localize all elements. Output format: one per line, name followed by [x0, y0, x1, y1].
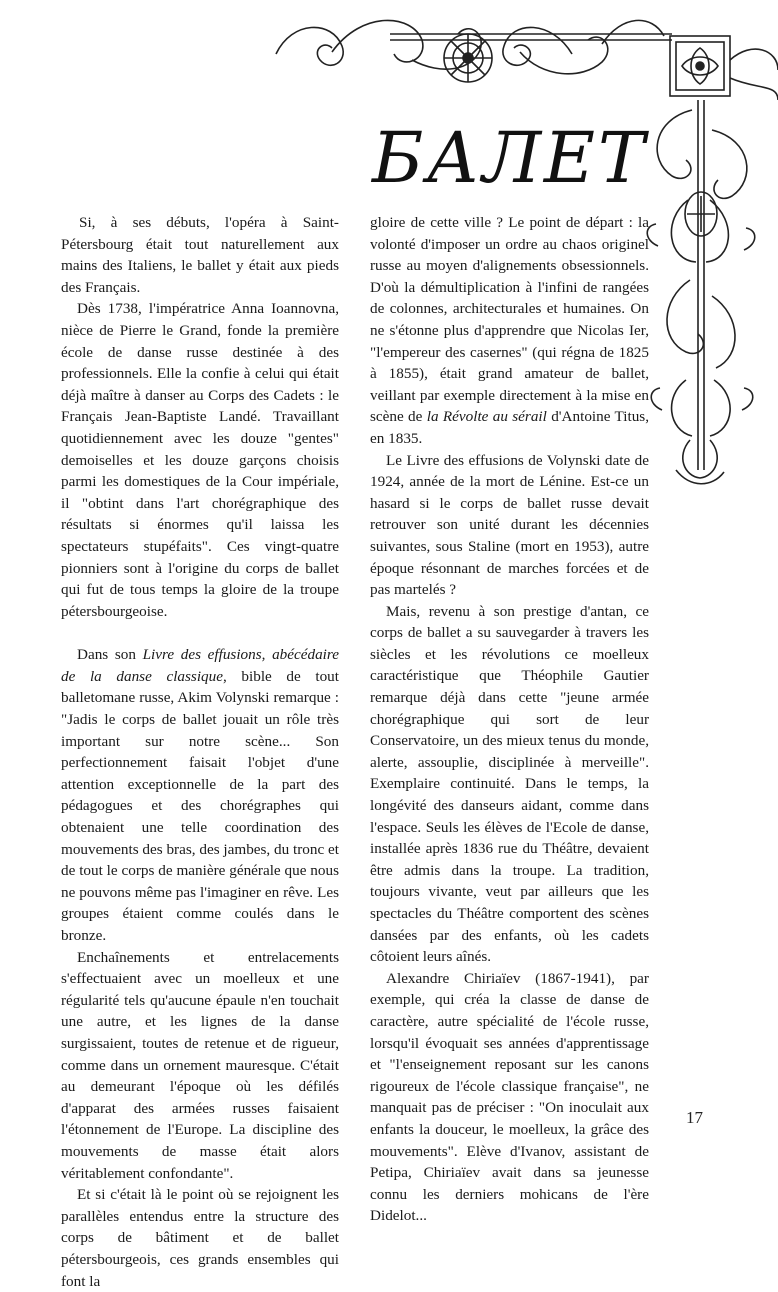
paragraph-text: d'Antoine Titus, en 1835.: [370, 408, 650, 447]
paragraph: [370, 212, 649, 450]
left-column: [61, 212, 339, 1292]
page-number: 17: [686, 1108, 703, 1127]
page-title: БАЛЕТ: [372, 117, 648, 199]
paragraph: Si, à ses débuts, l'opéra à Saint-Pétersbourg était tout naturellement aux mains des Italiens, le ballet y était aux pieds des Français.: [61, 214, 339, 296]
paragraph: Alexandre Chiriaïev (1867-1941), par exemple, qui créa la classe de danse de caractère, autre spécialité de l'école russe, lorsqu'il évoquait ses années d'apprentissage et "l'enseignement reposant sur les canons rigoureux de l'école classique française", ne manquait pas de préciser : "On inoculait aux enfants la douceur, le moelleux, la grâce des mouvements". Elève d'Ivanov, assistant de Petipa, Chiriaïev avait dans sa jeunesse connu les derniers mohicans de l'ère Didelot...: [370, 969, 649, 1225]
paragraph: Et si c'était là le point où se rejoignent les parallèles entendus entre la structure des corps de bâtiment et de ballet pétersbourgeois, ces grands ensembles qui font la: [61, 1186, 339, 1290]
paragraph: [61, 644, 339, 946]
paragraph: Enchaînements et entrelacements s'effectuaient avec un moelleux et une régularité tels qu'aucune épaule n'en touchait une autre, et les lignes de la danse surgissaient, toutes de retenue et de rigueur, comme dans un ornement mauresque. C'était au demeurant l'époque où les défilés d'apparat des armées russes faisaient l'étonnement de l'Europe. La discipline des mouvements de masse était alors véritablement confondante".: [61, 948, 339, 1182]
paragraph: Mais, revenu à son prestige d'antan, ce corps de ballet a su sauvegarder à travers les siècles et les révolutions ce moelleux caractéristique que Théophile Gautier remarque déjà dans cette "jeune armée chorégraphique qui sort de leur Conservatoire, un des mieux tenus du monde, alerte, assouplie, disciplinée à merveille". Exemplaire continuité. Dans le temps, la longévité des danseurs aidant, comme dans l'espace. Seuls les élèves de l'Ecole de danse, installée après 1836 rue du Théâtre, devaient être admis dans la troupe. La tradition, toujours vivante, veut par ailleurs que les spectacles du Théâtre comportent des scènes dansées par des enfants, où les cadets côtoient leurs aînés.: [370, 602, 649, 966]
paragraph-text: gloire de cette ville ? Le point de départ : la volonté d'imposer un ordre au chaos originel russe au moyen d'alignements obsessionnels. D'où la démultiplication à l'infini de rangées de colonnes, architecturales et humaines. On ne s'étonne plus d'apprendre que Nicolas Ier, "l'empereur des casernes" (qui régna de 1825 à 1855), était grand amateur de ballet, veillant par exemple directement à la mise en scène de: [370, 214, 649, 426]
paragraph-text: , bible de tout balletomane russe, Akim Volynski remarque : "Jadis le corps de ballet jouait un rôle très important sur notre scène... Son perfectionnement faisait l'objet d'une attention exceptionnelle de la part des pédagogues et des chorégraphes qui obtenaient une telle coordination des mouvements des bras, des jambes, du tronc et de tout le corps de manière générale que nous ne pouvons même pas l'imaginer en rêve. Les groupes étaient comme coulés dans le bronze.: [61, 667, 339, 944]
paragraph: Dès 1738, l'impératrice Anna Ioannovna, nièce de Pierre le Grand, fonde la première école de danse russe destinée à des professionnels. Elle la confie à celui qui était déjà maître à danser au Corps des Cadets : le Français Jean-Baptiste Landé. Travaillant quotidiennement avec les douze "gentes" demoiselles et les douze garçons choisis parmi les domestiques de la Cour impériale, il "obtint dans l'art chorégraphique des résultats si énormes qu'il laissa les spectateurs stupéfaits". Ces vingt-quatre pionniers sont à l'origine du corps de ballet qui fut de tous temps la gloire de la troupe pétersbourgeoise.: [61, 300, 339, 620]
paragraph: Le Livre des effusions de Volynski date de 1924, année de la mort de Lénine. Est-ce un hasard si le corps de ballet russe devait retrouver son unité durant les décennies suivantes, sous Staline (mort en 1953), autre époque résonnant de marches forcées et de pas martelés ?: [370, 451, 649, 599]
work-title: la Révolte au sérail: [426, 408, 547, 426]
paragraph-text: Dans son: [77, 646, 143, 664]
right-column: [370, 212, 649, 1227]
book-title: Livre des effusions, abécédaire de la danse classique: [61, 646, 339, 685]
